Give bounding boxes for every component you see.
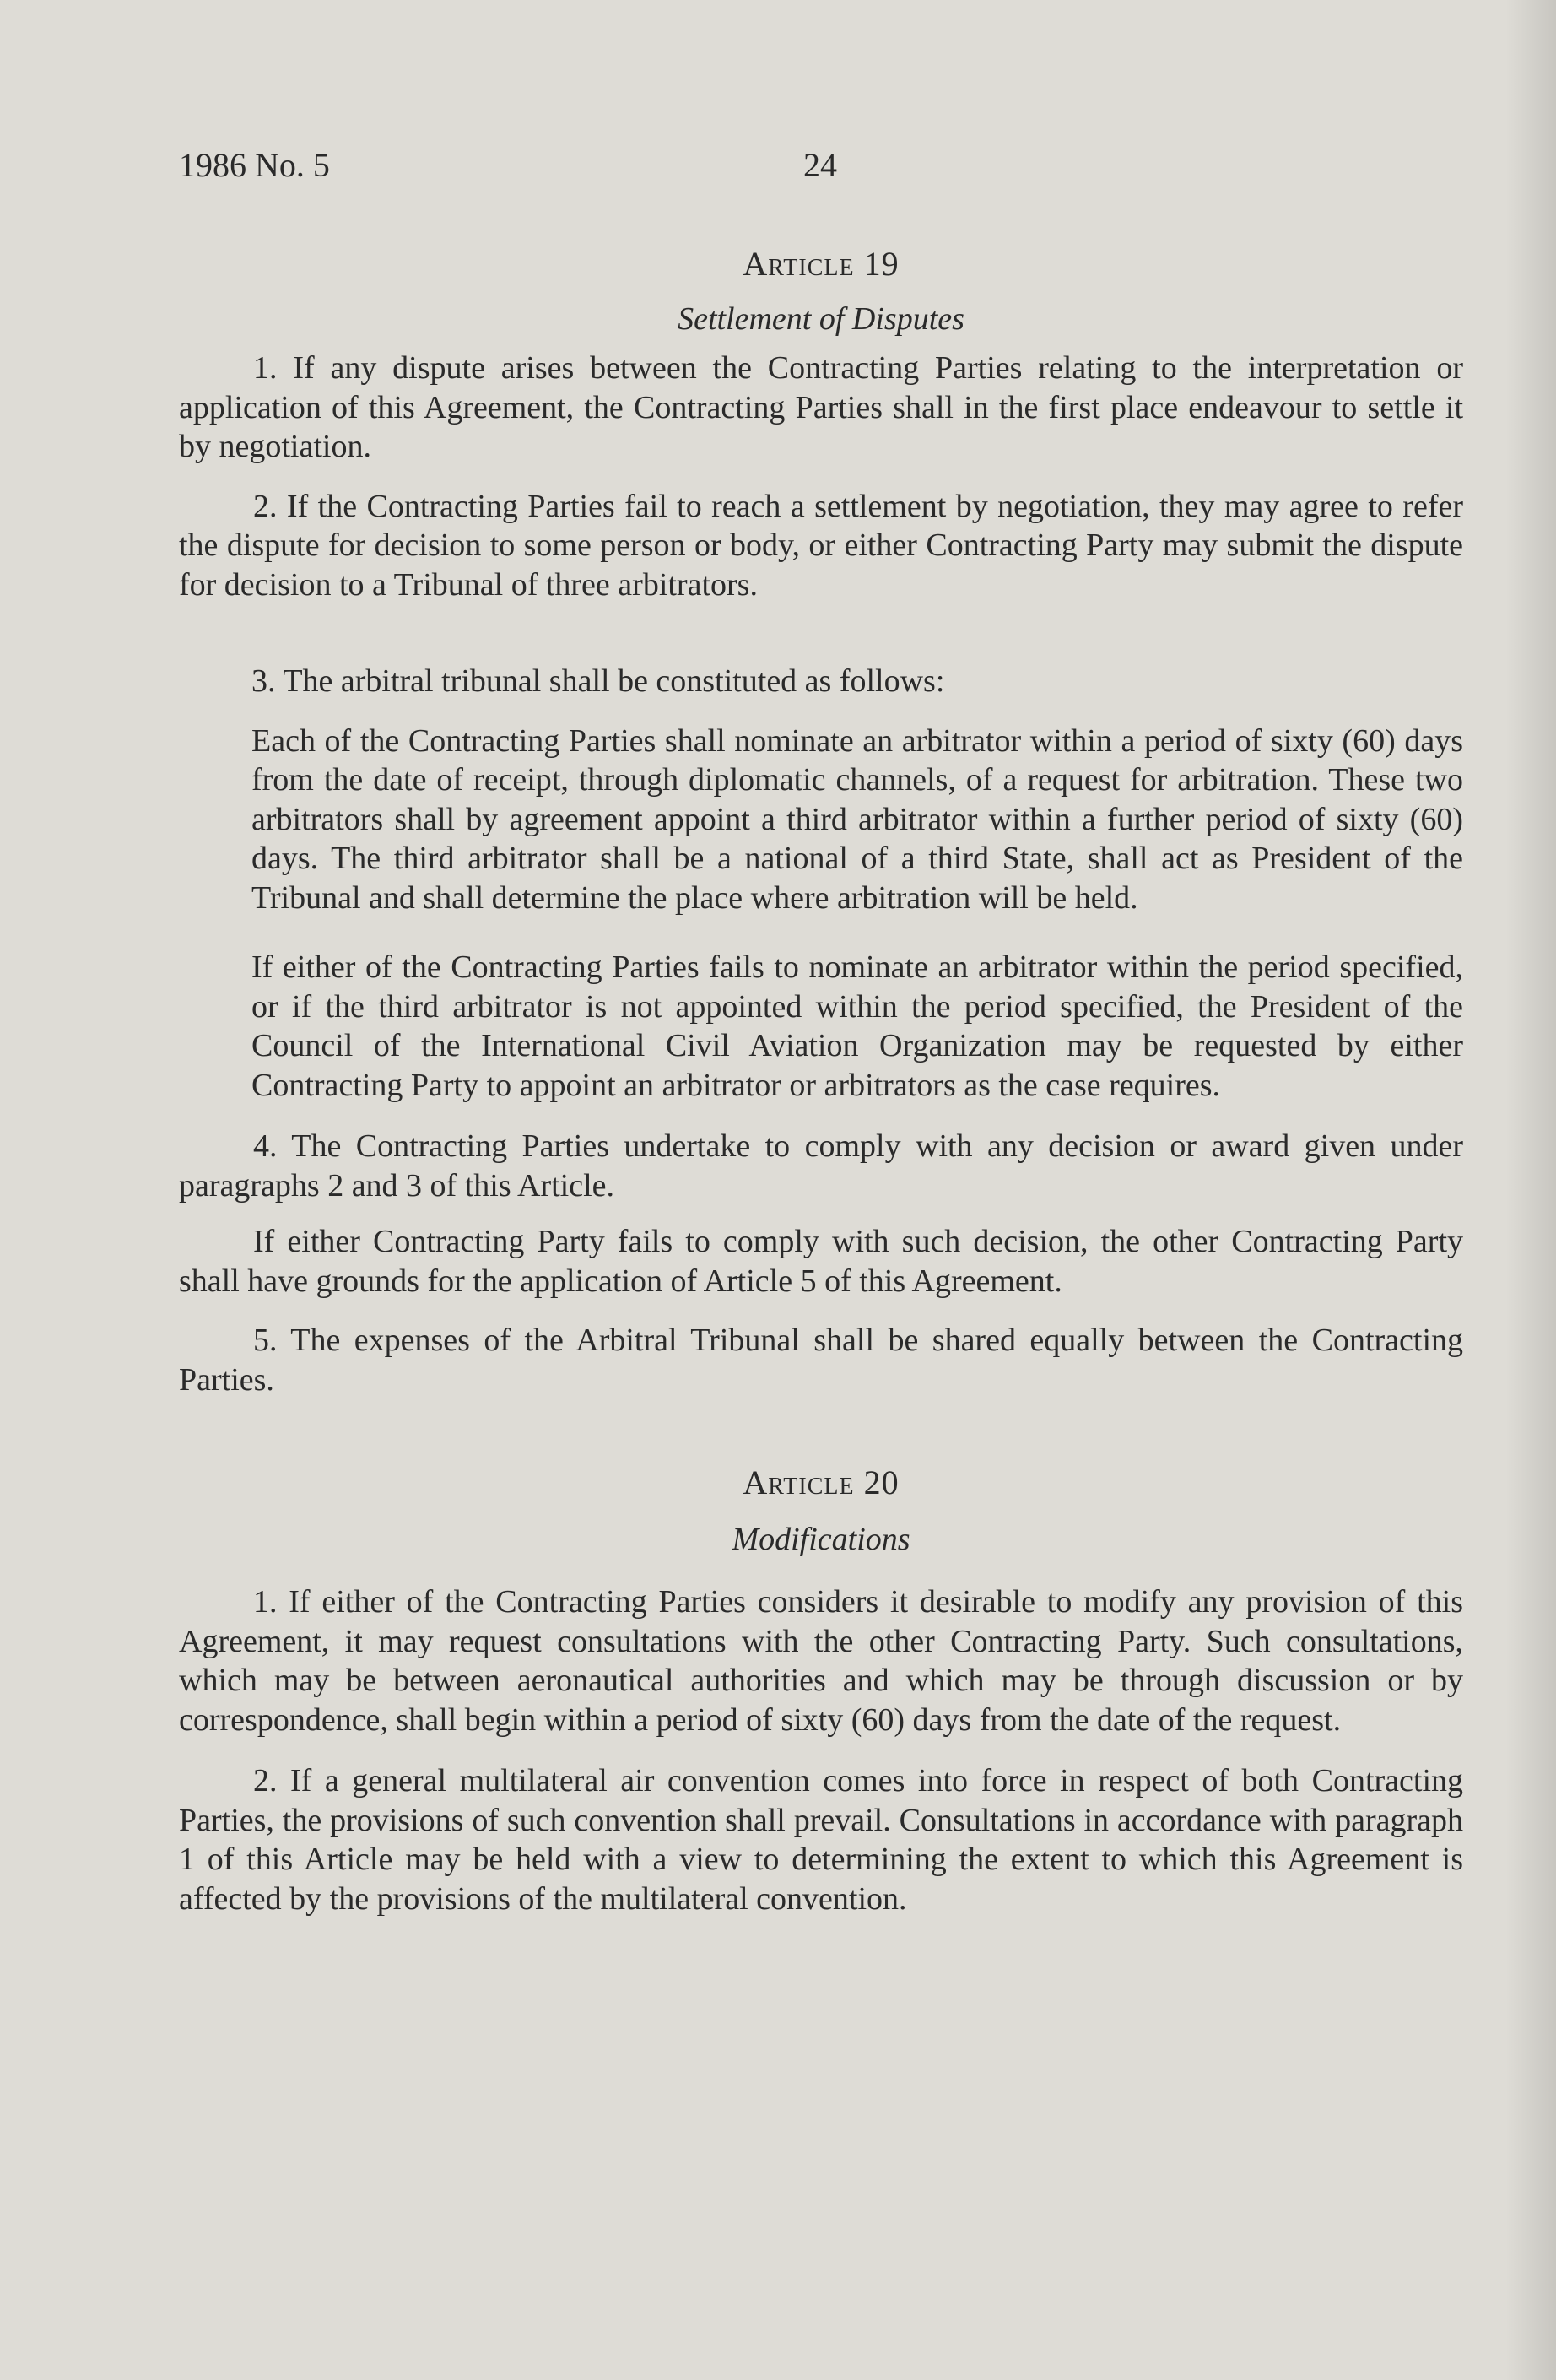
article-19-paragraph-4b: If either Contracting Party fails to comply with such decision, the other Contracting Party shall have grounds for the application of Article 5 of this Agreement. [179,1224,1463,1299]
page-edge-shadow [1505,0,1556,2380]
article-19-paragraph-2: 2. If the Contracting Parties fail to reach a settlement by negotiation, they may agree to refer the dispute for decision to some person or body, or either Contracting Party may submit the dispute for decision to a Tribunal of three arbitrators. [179,488,1463,603]
article-20-title: Article 20 [743,1463,900,1501]
year-number: 1986 No. 5 [179,146,330,184]
page-header [179,145,1461,187]
article-19-paragraph-5: 5. The expenses of the Arbitral Tribunal shall be shared equally between the Contracting Parties. [179,1323,1463,1398]
article-19-paragraph-1: 1. If any dispute arises between the Contracting Parties relating to the interpretation or application of this Agreement, the Contracting Parties shall in the first place endeavour to settle it by negotiation. [179,350,1463,464]
article-20-paragraph-2: 2. If a general multilateral air convention comes into force in respect of both Contracting Parties, the provisions of such convention shall prevail. Consultations in accordance with paragraph 1 of this Article may be held with a view to determining the extent to which this Agreement is affected by the provisions of the multilateral convention. [179,1763,1463,1917]
article-19-subtitle: Settlement of Disputes [678,300,964,337]
page-number: 24 [803,146,837,184]
article-19-paragraph-3a: Each of the Contracting Parties shall nominate an arbitrator within a period of sixty (60) days from the date of receipt, through diplomatic channels, of a request for arbitration. These two arbitrators shall by agreement appoint a third arbitrator within a further period of sixty (60) days. The third arbitrator shall be a national of a third State, shall act as President of the Tribunal and shall determine the place where arbitration will be held. [251,722,1463,916]
article-20-paragraph-1: 1. If either of the Contracting Parties considers it desirable to modify any provision of this Agreement, it may request consultations with the other Contracting Party. Such consultations, which may be between aeronautical authorities and which may be through discussion or by correspondence, shall begin within a period of sixty (60) days from the date of the request. [179,1584,1463,1738]
article-19-paragraph-3b: If either of the Contracting Parties fails to nominate an arbitrator within the period specified, or if the third arbitrator is not appointed within the period specified, the President of the Council of the International Civil Aviation Organization may be requested by either Contracting Party to appoint an arbitrator or arbitrators as the case requires. [251,949,1463,1103]
article-19-paragraph-4: 4. The Contracting Parties undertake to comply with any decision or award given under paragraphs 2 and 3 of this Article. [179,1128,1463,1204]
page-content [179,245,1463,1918]
article-19-title: Article 19 [743,245,900,283]
article-19-paragraph-3: 3. The arbitral tribunal shall be constituted as follows: [251,663,945,699]
article-20-subtitle: Modifications [732,1521,910,1557]
